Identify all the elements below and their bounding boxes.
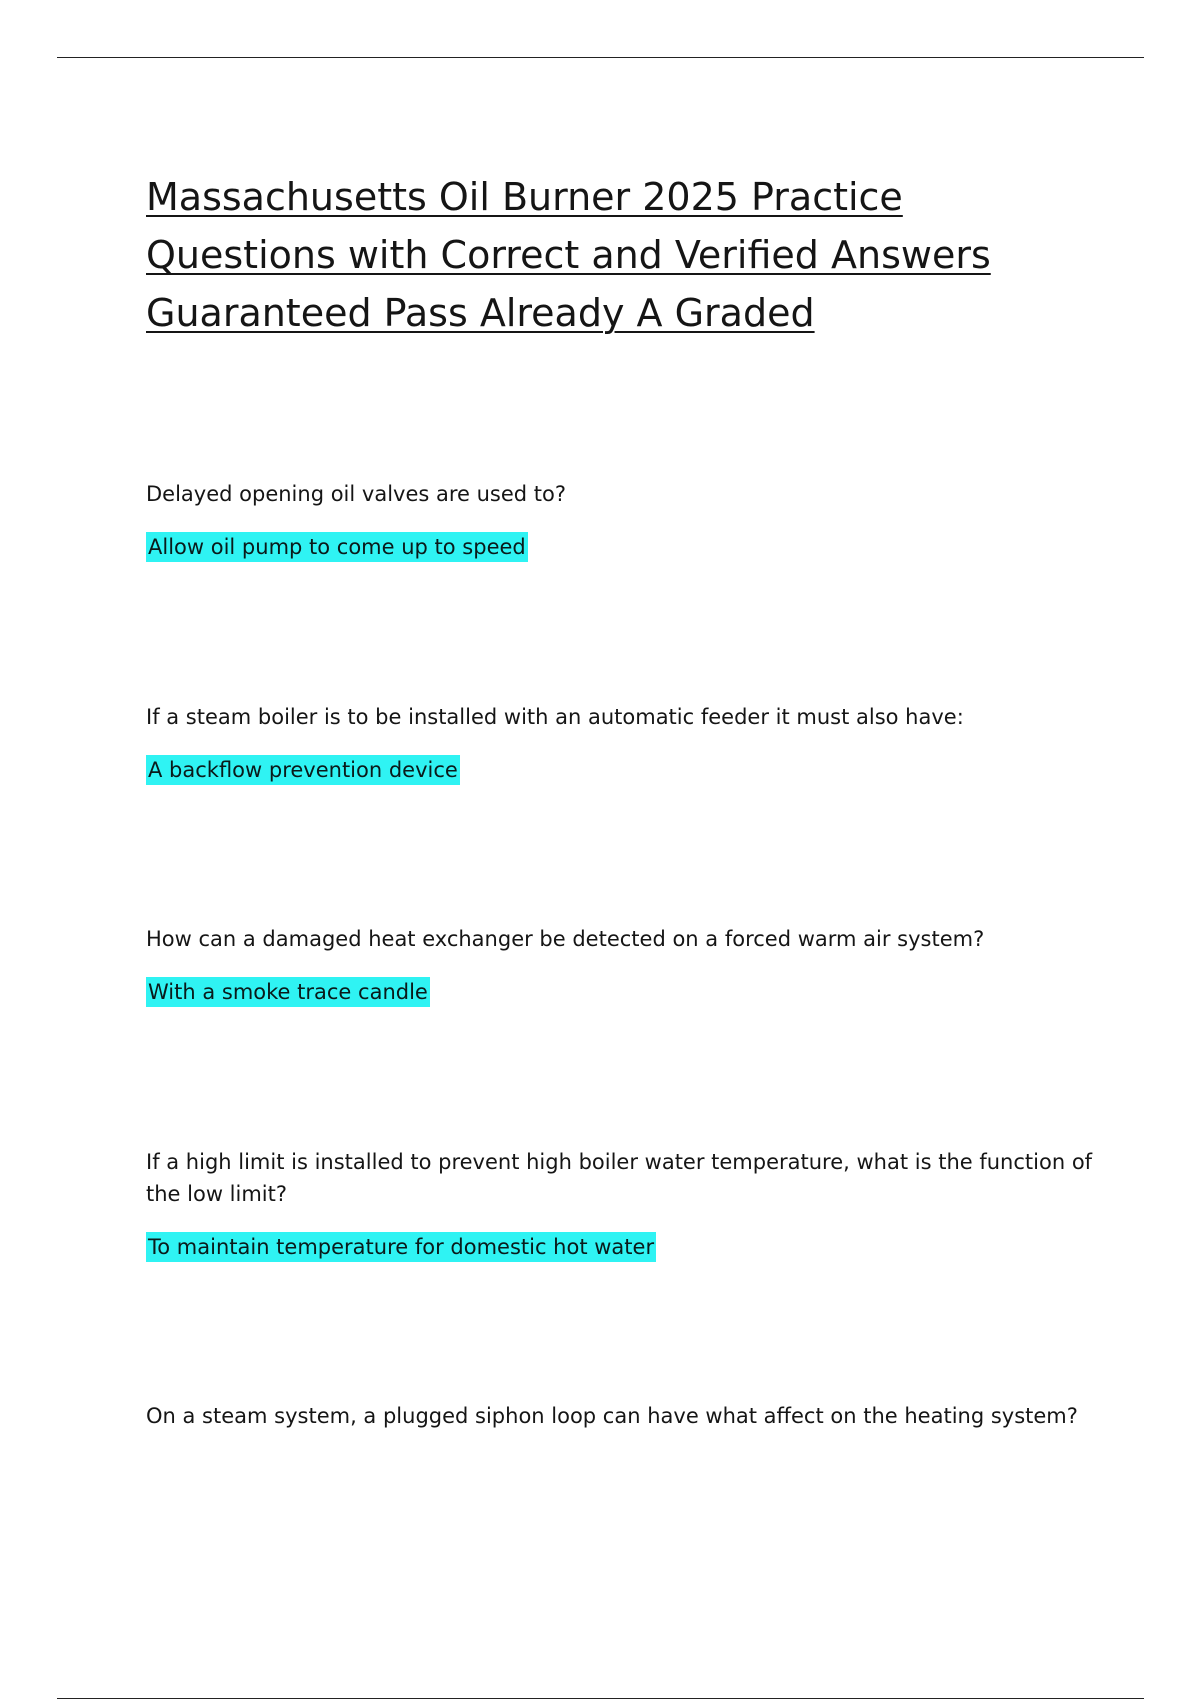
qa-item-3 — [146, 923, 1096, 1007]
answer-highlight: With a smoke trace candle — [146, 977, 430, 1007]
title-line-2: Questions with Correct and Verified Answers — [146, 233, 991, 277]
question-text: Delayed opening oil valves are used to? — [146, 482, 567, 506]
bottom-divider — [57, 1698, 1144, 1699]
question-text: On a steam system, a plugged siphon loop can have what affect on the heating system? — [146, 1404, 1078, 1428]
question-text: How can a damaged heat exchanger be detected on a forced warm air system? — [146, 927, 985, 951]
document-title — [146, 168, 1096, 342]
title-line-3: Guaranteed Pass Already A Graded — [146, 291, 815, 335]
answer-highlight: Allow oil pump to come up to speed — [146, 532, 528, 562]
title-line-1: Massachusetts Oil Burner 2025 Practice — [146, 175, 903, 219]
qa-item-2 — [146, 701, 1096, 785]
question-text: If a steam boiler is to be installed with an automatic feeder it must also have: — [146, 705, 964, 729]
qa-item-1 — [146, 478, 1096, 562]
question-text: If a high limit is installed to prevent high boiler water temperature, what is the function of the low limit? — [146, 1150, 1093, 1206]
qa-item-5 — [146, 1400, 1096, 1432]
qa-item-4 — [146, 1146, 1096, 1262]
answer-highlight: To maintain temperature for domestic hot water — [146, 1232, 656, 1262]
answer-highlight: A backflow prevention device — [146, 755, 460, 785]
top-divider — [57, 57, 1144, 58]
